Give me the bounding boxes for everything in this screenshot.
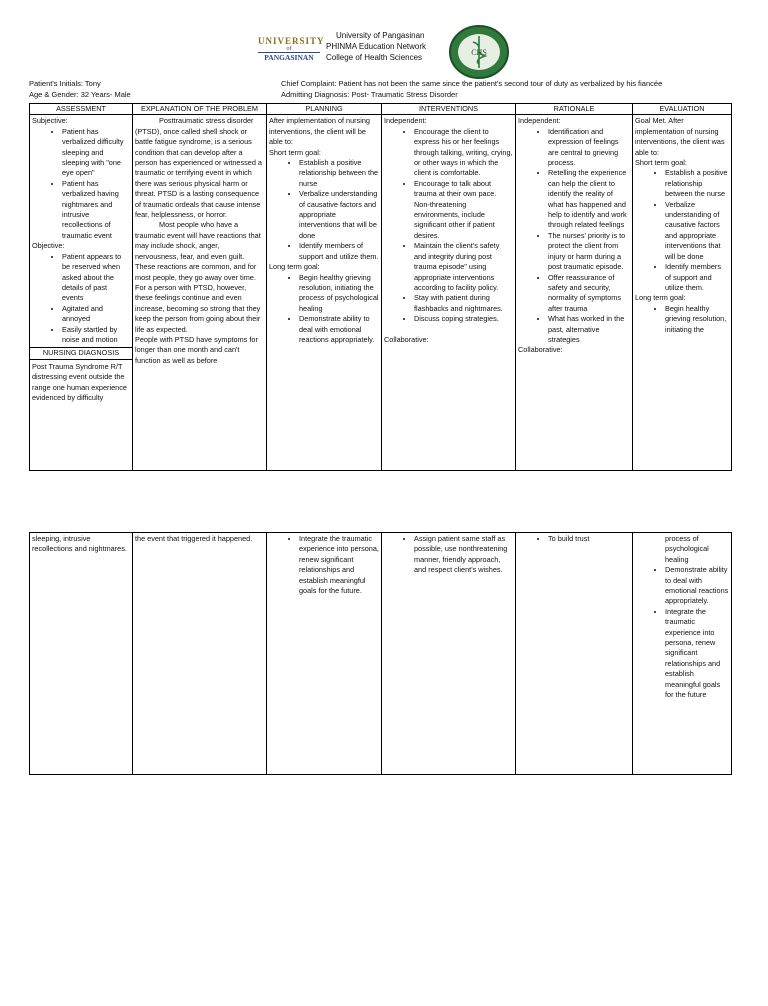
- seal-letters: CHS: [471, 48, 487, 57]
- collaborative-list: [384, 534, 513, 576]
- short-term-list: [269, 158, 379, 262]
- logo-mid-text: of: [286, 46, 292, 52]
- eval-short-list: [635, 168, 729, 293]
- list-item: • Encourage the client to express his or her feelings through talking, writing, crying, or other ways in which the client is comfortable.: [414, 127, 513, 179]
- list-item: • Integrate the traumatic experience into persona, renew significant relationships and establish meaningful goals for the future: [665, 607, 729, 701]
- list-item: • Demonstrate ability to deal with emotional reactions appropriately.: [665, 565, 729, 607]
- independent-label: Independent:: [518, 116, 561, 126]
- logo-bottom-text: PANGASINAN: [258, 52, 320, 62]
- content-row: [30, 115, 732, 471]
- list-item: • Assign patient same staff as possible, use nonthreatening manner, friendly approach, and respect client's wishes.: [414, 534, 513, 576]
- list-item: • Begin healthy grieving resolution, initiating the: [665, 304, 729, 335]
- list-item: • Identify members of support and utilize them.: [665, 262, 729, 293]
- explanation-cell: [133, 115, 267, 471]
- collaborative-list: [518, 534, 630, 544]
- short-term-label: Short term goal:: [635, 158, 687, 168]
- network-name: PHINMA Education Network: [326, 42, 427, 51]
- list-item: • Establish a positive relationship between the nurse: [665, 168, 729, 199]
- list-item: • Identify members of support and utilize them.: [299, 241, 379, 262]
- explanation-paragraph: Posttraumatic stress disorder (PTSD), once called shell shock or battle fatigue syndrome, is a serious condition that can develop after a person has experienced or witnessed a traumatic or terrifying event in which there was serious physical harm or threat. PTSD is a lasting consequence of traumatic ordeals that cause intense fear, helplessness, or horror.: [135, 116, 262, 220]
- institution-block: [326, 30, 426, 63]
- header-rationale: RATIONALE: [516, 104, 633, 115]
- planning-cell: [267, 115, 382, 471]
- nursing-diagnosis-text: sleeping, intrusive recollections and nightmares.: [32, 534, 127, 554]
- list-item: • What has worked in the past, alternative strategies: [548, 314, 630, 345]
- independent-label: Independent:: [384, 116, 427, 126]
- page-header: [0, 20, 768, 78]
- list-item: • Integrate the traumatic experience into persona, renew significant relationships and establish meaningful goals for the future.: [299, 534, 379, 596]
- long-term-label: Long term goal:: [635, 293, 686, 303]
- college-name: College of Health Sciences: [326, 53, 423, 62]
- evaluation-cell: [633, 115, 732, 471]
- list-item: • Maintain the client's safety and integrity during post trauma episode" using appropriate interventions according to facility policy.: [414, 241, 513, 293]
- university-logo: [258, 36, 325, 80]
- list-item: • Verbalize understanding of causative factors and appropriate interventions that will be done: [665, 200, 729, 262]
- assessment-cell: [30, 115, 133, 471]
- rationale-cell: [516, 115, 633, 471]
- evaluation-intro: Goal Met. After implementation of nursing interventions, the client was able to:: [635, 116, 725, 157]
- collaborative-label: Collaborative:: [518, 345, 563, 355]
- collaborative-label: Collaborative:: [384, 334, 429, 344]
- header-evaluation: EVALUATION: [633, 104, 732, 115]
- list-item: • Patient appears to be reserved when asked about the details of past events: [62, 252, 130, 304]
- logo-top-text: UNIVERSITY: [258, 36, 325, 46]
- long-term-label: Long term goal:: [269, 262, 320, 272]
- list-item: • The nurses' priority is to protect the client from injury or harm during a post traumatic episode.: [548, 231, 630, 273]
- rationale-cell-cont: [516, 533, 633, 775]
- list-item: • Establish a positive relationship between the nurse: [299, 158, 379, 189]
- list-item: • Encourage to talk about trauma at their own pace. Non-threatening environments, include significant other if patient desires.: [414, 179, 513, 241]
- list-item: • Easily startled by noise and motion: [62, 325, 130, 346]
- nursing-diagnosis-text: Post Trauma Syndrome R/T distressing event outside the range one human experience evidenced by difficulty: [32, 361, 127, 402]
- list-item: • Patient has verbalized difficulty sleeping and sleeping with "one eye open": [62, 127, 130, 179]
- eval-long-list: [635, 304, 729, 335]
- planning-intro: After implementation of nursing interventions, the client will be able to:: [269, 116, 370, 147]
- subjective-label: Subjective:: [32, 116, 68, 126]
- patient-age-gender: Age & Gender: 32 Years- Male: [29, 90, 131, 99]
- list-item: • Discuss coping strategies.: [414, 314, 513, 324]
- list-item: • Identification and expression of feelings are central to grieving process.: [548, 127, 630, 169]
- header-interventions: INTERVENTIONS: [382, 104, 516, 115]
- objective-list: [32, 252, 130, 346]
- subjective-list: [32, 127, 130, 241]
- list-item: • Offer reassurance of safety and security, normality of symptoms after trauma: [548, 273, 630, 315]
- planning-cell-cont: [267, 533, 382, 775]
- short-term-label: Short term goal:: [269, 147, 321, 157]
- header-assessment: ASSESSMENT: [30, 104, 133, 115]
- admitting-diagnosis: Admitting Diagnosis: Post- Traumatic Stress Disorder: [281, 90, 458, 99]
- list-item: • Stay with patient during flashbacks and nightmares.: [414, 293, 513, 314]
- list-item: • Patient has verbalized having nightmares and intrusive recollections of traumatic event: [62, 179, 130, 241]
- chief-complaint: Chief Complaint: Patient has not been the same since the patient's second tour of duty as verbalized by his fiancée: [281, 79, 663, 88]
- explanation-paragraph: People with PTSD have symptoms for longer than one month and can't function as well as before: [135, 334, 258, 365]
- long-term-list: [269, 273, 379, 346]
- assessment-cell-cont: [30, 533, 133, 775]
- care-plan-table-page-2: [29, 532, 732, 775]
- patient-initials: Patient's Initials: Tony: [29, 79, 101, 88]
- explanation-cell-cont: [133, 533, 267, 775]
- column-header-row: [30, 104, 732, 115]
- list-item: • Retelling the experience can help the client to identify the reality of what has happened and help to identify and work through related feelings: [548, 168, 630, 230]
- evaluation-cell-cont: [633, 533, 732, 775]
- interventions-cell: [382, 115, 516, 471]
- content-row: [30, 533, 732, 775]
- eval-long-cont: process of psychological healing: [665, 534, 709, 564]
- list-item: • Verbalize understanding of causative factors and appropriate interventions that will be done: [299, 189, 379, 241]
- college-seal-icon: [448, 24, 510, 80]
- objective-label: Objective:: [32, 241, 65, 251]
- list-item: • Demonstrate ability to deal with emotional reactions appropriately.: [299, 314, 379, 345]
- independent-list: [384, 127, 513, 325]
- interventions-cell-cont: [382, 533, 516, 775]
- explanation-paragraph: Most people who have a traumatic event will have reactions that may include shock, anger, nervousness, fear, and even guilt. These reactions are common, and for most people, they go away over time. For a person with PTSD, however, these feelings continue and even increase, becoming so strong that they keep the person from going about their life as expected.: [135, 220, 261, 334]
- care-plan-table-page-1: [29, 103, 732, 471]
- header-explanation: EXPLANATION OF THE PROBLEM: [133, 104, 267, 115]
- list-item: • To build trust: [548, 534, 630, 544]
- nursing-diagnosis-label: NURSING DIAGNOSIS: [30, 347, 132, 359]
- list-item: • Agitated and annoyed: [62, 304, 130, 325]
- university-name: University of Pangasinan: [336, 31, 425, 40]
- long-term-list: [269, 534, 379, 596]
- explanation-paragraph: the event that triggered it happened.: [135, 534, 253, 543]
- header-planning: PLANNING: [267, 104, 382, 115]
- rationale-list: [518, 127, 630, 346]
- eval-long-list: [635, 565, 729, 700]
- list-item: • Begin healthy grieving resolution, initiating the process of psychological healing: [299, 273, 379, 315]
